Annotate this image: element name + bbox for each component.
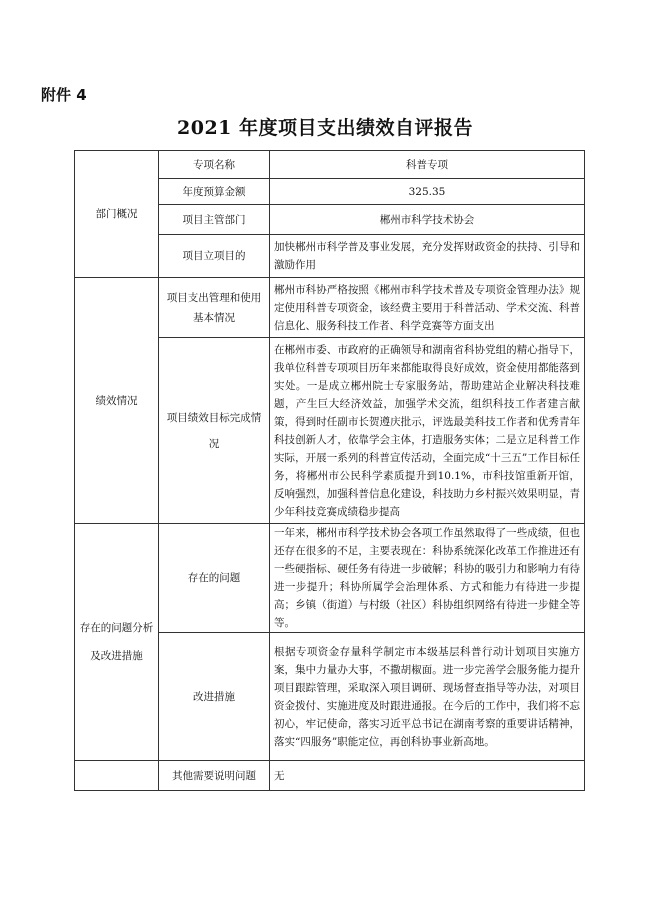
- table-row: [75, 278, 585, 338]
- label-improvement-measures: 改进措施: [159, 633, 270, 761]
- label-project-purpose: 项目立项目的: [159, 235, 270, 278]
- value-improvement-measures: 根据专项资金存量科学制定市本级基层科普行动计划项目实施方案，集中力量办大事，不撒胡椒面。进一步完善学会服务能力提升项目跟踪管理，采取深入项目调研、现场督查指导等办法，对项目资金拨付、实施进度及时跟进通报。在今后的工作中，我们将不忘初心，牢记使命，落实习近平总书记在湖南考察的重要讲话精神，落实“四服务”职能定位，再创科协事业新高地。: [270, 633, 585, 761]
- value-supervising-dept: 郴州市科学技术协会: [270, 205, 585, 235]
- label-management-usage: 项目支出管理和使用基本情况: [159, 278, 270, 338]
- category-performance: 绩效情况: [75, 278, 159, 524]
- table-row: [75, 761, 585, 791]
- value-management-usage: 郴州市科协严格按照《郴州市科学技术普及专项资金管理办法》规定使用科普专项资金，该经费主要用于科普活动、学术交流、科普信息化、服务科技工作者、科学竞赛等方面支出: [270, 278, 585, 338]
- value-other-issues: 无: [270, 761, 585, 791]
- table-row: [75, 151, 585, 179]
- value-project-purpose: 加快郴州市科学普及事业发展，充分发挥财政资金的扶持、引导和激励作用: [270, 235, 585, 278]
- attachment-label: 附件 4: [41, 86, 87, 104]
- label-goal-completion: 项目绩效目标完成情况: [159, 338, 270, 524]
- value-annual-budget: 325.35: [270, 179, 585, 205]
- report-title: 2021 年度项目支出绩效自评报告: [177, 117, 473, 139]
- category-dept-overview: 部门概况: [75, 151, 159, 278]
- value-existing-problems: 一年来，郴州市科学技术协会各项工作虽然取得了一些成绩，但也还存在很多的不足，主要表现在：科协系统深化改革工作推进还有一些硬指标、硬任务有待进一步破解；科协的吸引力和影响力有待进一步提升；科协所属学会治理体系、方式和能力有待进一步提高；乡镇（街道）与村级（社区）科协组织网络有待进一步健全等等。: [270, 524, 585, 633]
- category-problems-improvements: 存在的问题分析及改进措施: [75, 524, 159, 761]
- label-project-name: 专项名称: [159, 151, 270, 179]
- label-supervising-dept: 项目主管部门: [159, 205, 270, 235]
- label-existing-problems: 存在的问题: [159, 524, 270, 633]
- table-row: [75, 524, 585, 633]
- label-other-issues: 其他需要说明问题: [159, 761, 270, 791]
- value-project-name: 科普专项: [270, 151, 585, 179]
- category-empty: [75, 761, 159, 791]
- value-goal-completion: 在郴州市委、市政府的正确领导和湖南省科协党组的精心指导下，我单位科普专项项目历年来都能取得良好成效，资金使用都能落到实处。一是成立郴州院士专家服务站，帮助建站企业解决科技难题，产生巨大经济效益，加强学术交流，组织科技工作者建言献策，得到时任副市长贺遵庆批示，评选最美科技工作者和优秀青年科技创新人才，依靠学会主体，打造服务实体；二是立足科普工作实际，开展一系列的科普宣传活动，全面完成“十三五”工作目标任务，将郴州市公民科学素质提升到10.1%，市科技馆重新开馆，反响强烈，加强科普信息化建设，科技助力乡村振兴效果明显，青少年科技竞赛成绩稳步提高: [270, 338, 585, 524]
- label-annual-budget: 年度预算金额: [159, 179, 270, 205]
- report-table: [74, 150, 585, 791]
